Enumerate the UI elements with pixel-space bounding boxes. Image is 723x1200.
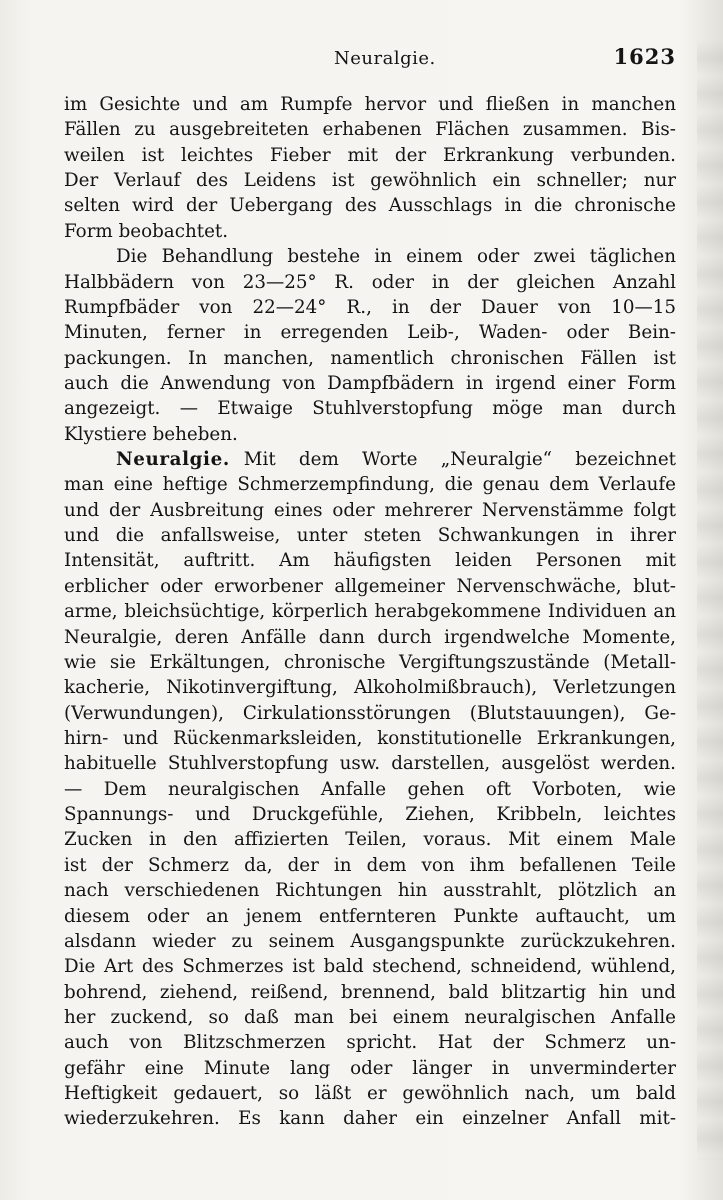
text-line: nach verschiedenen Richtungen hin ausstrahlt, plötzlich an xyxy=(64,880,676,902)
bleed-through-shadow xyxy=(697,40,723,1160)
entry-first-line-text: Mit dem Worte „Neuralgie“ bezeichnet xyxy=(243,449,676,471)
text-line: Fällen zu ausgebreiteten erhabenen Flächen zusammen. Bis- xyxy=(64,119,676,141)
text-line: Zucken in den affizierten Teilen, voraus. Mit einem Male xyxy=(64,829,676,851)
text-line: diesem oder an jenem entfernteren Punkte auftaucht, um xyxy=(64,905,676,927)
text-line: Der Verlauf des Leidens ist gewöhnlich ein schneller; nur xyxy=(64,170,676,192)
text-line: auch von Blitzschmerzen spricht. Hat der Schmerz un- xyxy=(64,1032,676,1054)
text-line: selten wird der Uebergang des Ausschlags in die chronische xyxy=(64,195,676,217)
text-line: Die Art des Schmerzes ist bald stechend, schneidend, wühlend, xyxy=(64,956,676,978)
text-line: und die anfallsweise, unter steten Schwankungen in ihrer xyxy=(64,525,676,547)
text-line: Die Behandlung bestehe in einem oder zwei täglichen xyxy=(116,246,676,268)
text-line: her zuckend, so daß man bei einem neuralgischen Anfalle xyxy=(64,1006,676,1028)
text-line: auch die Anwendung von Dampfbädern in irgend einer Form xyxy=(64,372,676,394)
text-line: wie sie Erkältungen, chronische Vergiftungszustände (Metall- xyxy=(64,651,676,673)
page-number: 1623 xyxy=(613,44,676,69)
text-line: Klystiere beheben. xyxy=(64,423,238,445)
text-line: im Gesichte und am Rumpfe hervor und fließen in manchen xyxy=(64,94,676,115)
entry-first-line xyxy=(64,447,676,472)
text-line: Halbbädern von 23—25° R. oder in der gleichen Anzahl xyxy=(64,271,676,293)
text-line: alsdann wieder zu seinem Ausgangspunkte zurückzukehren. xyxy=(64,930,676,952)
text-line: gefähr eine Minute lang oder länger in unverminderter xyxy=(64,1057,676,1079)
text-line: arme, bleichsüchtige, körperlich herabgekommene Individuen an xyxy=(64,601,676,623)
entry-term: Neuralgie. xyxy=(116,449,230,471)
text-line: und der Ausbreitung eines oder mehrerer Nervenstämme folgt xyxy=(64,499,676,521)
text-line: kacherie, Nikotinvergiftung, Alkoholmißbrauch), Verletzungen xyxy=(64,677,676,699)
text-line: hirn- und Rückenmarksleiden, konstitutionelle Erkrankungen, xyxy=(64,727,676,749)
text-line: Form beobachtet. xyxy=(64,220,229,242)
text-line: ist der Schmerz da, der in dem von ihm befallenen Teile xyxy=(64,854,676,876)
text-line: angezeigt. — Etwaige Stuhlverstopfung möge man durch xyxy=(64,398,676,420)
text-line: Intensität, auftritt. Am häufigsten leiden Personen mit xyxy=(64,550,676,572)
text-line: Minuten, ferner in erregenden Leib-, Waden- oder Bein- xyxy=(64,322,676,344)
text-line: — Dem neuralgischen Anfalle gehen oft Vorboten, wie xyxy=(64,778,676,800)
text-line: weilen ist leichtes Fieber mit der Erkrankung verbunden. xyxy=(64,144,676,166)
text-line: Heftigkeit gedauert, so läßt er gewöhnlich nach, um bald xyxy=(64,1083,676,1105)
text-line: wiederzukehren. Es kann daher ein einzelner Anfall mit- xyxy=(64,1108,676,1130)
text-line: packungen. In manchen, namentlich chronischen Fällen ist xyxy=(64,347,676,369)
text-line: habituelle Stuhlverstopfung usw. darstellen, ausgelöst werden. xyxy=(64,753,676,775)
text-line: (Verwundungen), Cirkulationsstörungen (Blutstauungen), Ge- xyxy=(64,702,676,724)
running-head: Neuralgie. xyxy=(334,48,436,69)
page-header xyxy=(64,44,676,76)
text-line: man eine heftige Schmerzempfindung, die genau dem Verlaufe xyxy=(64,474,676,496)
text-line: bohrend, ziehend, reißend, brennend, bald blitzartig hin und xyxy=(64,981,676,1003)
text-line: Spannungs- und Druckgefühle, Ziehen, Kribbeln, leichtes xyxy=(64,804,676,826)
body-text xyxy=(64,92,676,1132)
text-line: erblicher oder erworbener allgemeiner Nervenschwäche, blut- xyxy=(64,575,676,597)
text-line: Neuralgie, deren Anfälle dann durch irgendwelche Momente, xyxy=(64,626,676,648)
text-line: Rumpfbäder von 22—24° R., in der Dauer von 10—15 xyxy=(64,296,676,318)
